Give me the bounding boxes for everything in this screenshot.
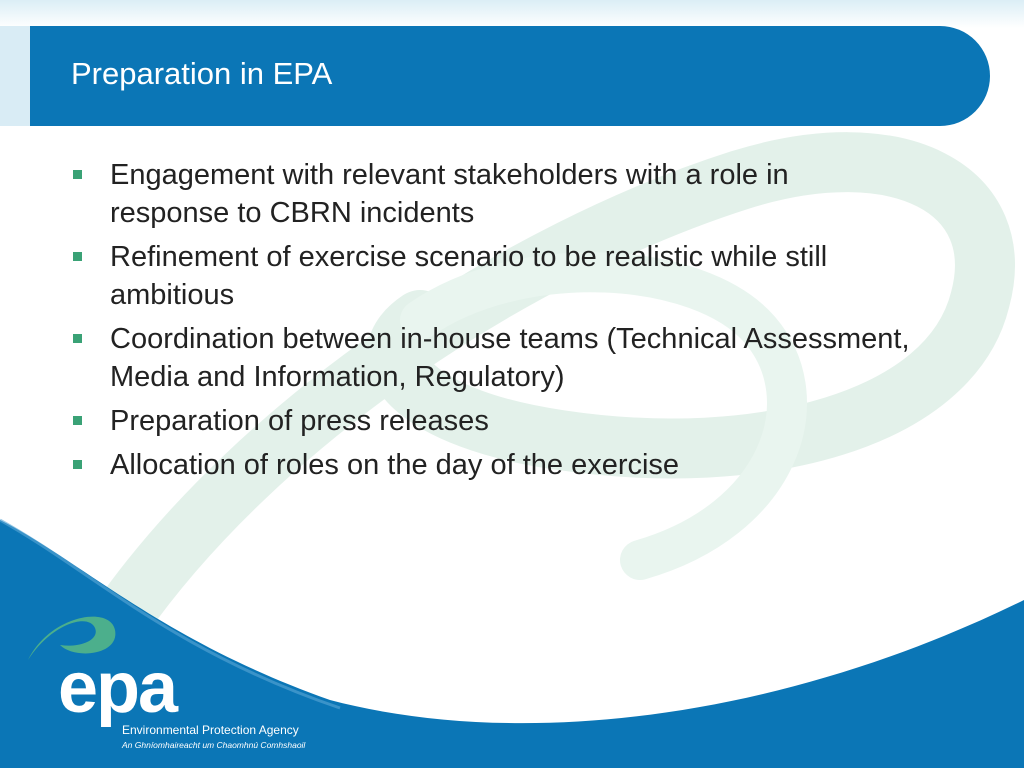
logo-wordmark: epa <box>58 648 177 728</box>
bullet-text: Engagement with relevant stakeholders with a role in response to CBRN incidents <box>110 159 789 229</box>
logo-agency-name: Environmental Protection Agency <box>122 723 299 737</box>
bullet-text: Preparation of press releases <box>110 405 489 437</box>
logo-agency-irish-name: An Ghníomhaireacht um Chaomhnú Comhshaoil <box>122 740 306 750</box>
epa-logo <box>20 600 320 760</box>
bullet-text: Refinement of exercise scenario to be realistic while still ambitious <box>110 241 828 311</box>
slide-title: Preparation in EPA <box>71 56 333 91</box>
bullet-text: Allocation of roles on the day of the exercise <box>110 449 680 481</box>
bullet-text: Coordination between in-house teams (Technical Assessment, Media and Information, Regulatory) <box>110 323 910 393</box>
